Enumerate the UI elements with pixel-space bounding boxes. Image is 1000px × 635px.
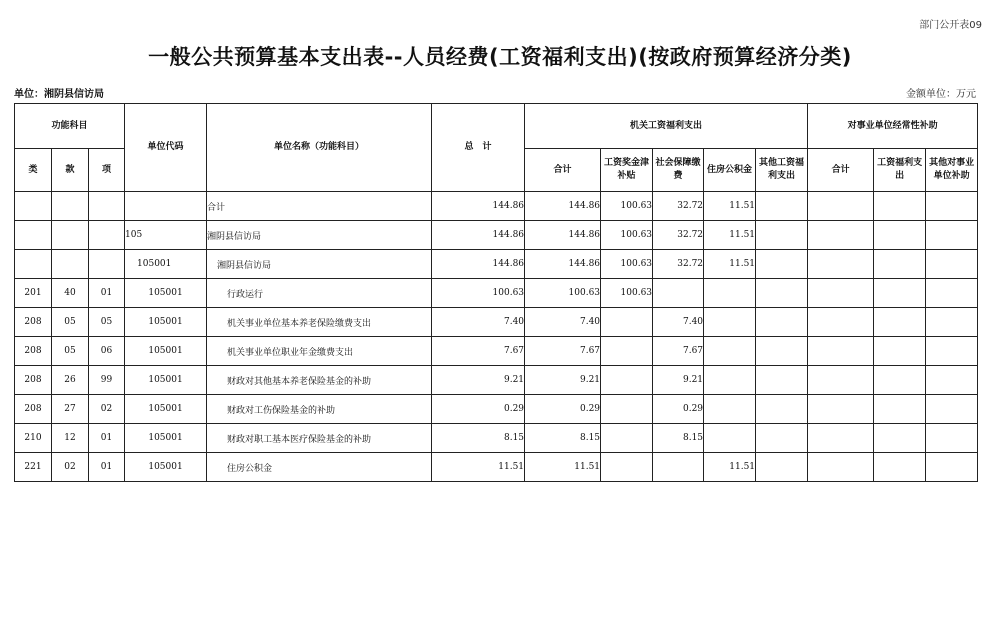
table-row: [15, 424, 978, 453]
header-lei: 类: [15, 149, 52, 192]
cell-org-other: [756, 337, 808, 366]
cell-xiang: [89, 192, 125, 221]
cell-inst-sum: [808, 366, 874, 395]
cell-inst-other: [926, 279, 978, 308]
cell-org-housing: [704, 424, 756, 453]
table-row: [15, 250, 978, 279]
cell-total: 7.40: [432, 308, 525, 337]
cell-total: 7.67: [432, 337, 525, 366]
cell-inst-salary: [874, 366, 926, 395]
cell-inst-other: [926, 424, 978, 453]
cell-inst-sum: [808, 279, 874, 308]
header-kuan: 款: [52, 149, 89, 192]
cell-lei: 210: [15, 424, 52, 453]
header-inst-group: 对事业单位经常性补助: [808, 104, 978, 149]
cell-org-housing: [704, 308, 756, 337]
cell-name: 财政对职工基本医疗保险基金的补助: [207, 424, 432, 453]
cell-total: 144.86: [432, 250, 525, 279]
cell-inst-salary: [874, 453, 926, 482]
cell-xiang: 02: [89, 395, 125, 424]
cell-org-social: 8.15: [653, 424, 704, 453]
header-inst-sum: 合计: [808, 149, 874, 192]
cell-total: 144.86: [432, 192, 525, 221]
cell-inst-salary: [874, 221, 926, 250]
header-xiang: 项: [89, 149, 125, 192]
cell-code: 105001: [125, 308, 207, 337]
cell-org-social: [653, 453, 704, 482]
table-row: [15, 279, 978, 308]
cell-org-sum: 11.51: [525, 453, 601, 482]
cell-inst-salary: [874, 395, 926, 424]
cell-lei: 221: [15, 453, 52, 482]
header-org-sum: 合计: [525, 149, 601, 192]
table-row: [15, 308, 978, 337]
budget-table: [14, 103, 978, 482]
cell-org-sum: 144.86: [525, 250, 601, 279]
cell-org-social: 32.72: [653, 250, 704, 279]
table-row: [15, 192, 978, 221]
cell-lei: 201: [15, 279, 52, 308]
cell-inst-salary: [874, 250, 926, 279]
cell-name: 机关事业单位职业年金缴费支出: [207, 337, 432, 366]
cell-org-social: 32.72: [653, 192, 704, 221]
cell-code: 105001: [125, 279, 207, 308]
cell-org-other: [756, 250, 808, 279]
cell-org-housing: 11.51: [704, 453, 756, 482]
amount-unit-label: 金额单位：万元: [906, 89, 976, 100]
cell-kuan: 40: [52, 279, 89, 308]
cell-org-other: [756, 453, 808, 482]
cell-org-housing: [704, 279, 756, 308]
cell-xiang: [89, 250, 125, 279]
header-func-subject: 功能科目: [15, 104, 125, 149]
cell-xiang: 05: [89, 308, 125, 337]
cell-org-social: 32.72: [653, 221, 704, 250]
cell-kuan: 05: [52, 308, 89, 337]
header-org-other: 其他工资福利支出: [756, 149, 808, 192]
cell-org-salary: 100.63: [601, 250, 653, 279]
cell-inst-sum: [808, 192, 874, 221]
header-org-social: 社会保障缴费: [653, 149, 704, 192]
cell-inst-other: [926, 308, 978, 337]
cell-org-sum: 144.86: [525, 192, 601, 221]
cell-org-sum: 9.21: [525, 366, 601, 395]
cell-inst-other: [926, 395, 978, 424]
cell-org-salary: [601, 308, 653, 337]
header-org-group: 机关工资福利支出: [525, 104, 808, 149]
cell-inst-other: [926, 221, 978, 250]
cell-xiang: 01: [89, 279, 125, 308]
header-org-salary: 工资奖金津补贴: [601, 149, 653, 192]
cell-kuan: 27: [52, 395, 89, 424]
cell-org-sum: 100.63: [525, 279, 601, 308]
cell-org-salary: [601, 337, 653, 366]
cell-org-other: [756, 424, 808, 453]
cell-org-social: 7.40: [653, 308, 704, 337]
cell-kuan: 26: [52, 366, 89, 395]
cell-lei: 208: [15, 308, 52, 337]
table-row: [15, 453, 978, 482]
cell-total: 144.86: [432, 221, 525, 250]
cell-lei: 208: [15, 337, 52, 366]
cell-code: 105001: [125, 250, 207, 279]
cell-kuan: [52, 192, 89, 221]
cell-name: 机关事业单位基本养老保险缴费支出: [207, 308, 432, 337]
table-row: [15, 395, 978, 424]
cell-org-social: 9.21: [653, 366, 704, 395]
cell-code: 105001: [125, 366, 207, 395]
cell-kuan: 05: [52, 337, 89, 366]
cell-inst-salary: [874, 192, 926, 221]
cell-inst-other: [926, 337, 978, 366]
cell-org-other: [756, 279, 808, 308]
cell-inst-other: [926, 366, 978, 395]
cell-lei: [15, 221, 52, 250]
cell-org-salary: [601, 395, 653, 424]
cell-inst-salary: [874, 424, 926, 453]
table-row: [15, 366, 978, 395]
cell-inst-salary: [874, 337, 926, 366]
header-unit-code: 单位代码: [125, 104, 207, 192]
cell-org-housing: 11.51: [704, 250, 756, 279]
cell-org-salary: 100.63: [601, 192, 653, 221]
cell-org-social: 7.67: [653, 337, 704, 366]
cell-kuan: [52, 221, 89, 250]
cell-org-sum: 8.15: [525, 424, 601, 453]
table-body: [15, 192, 978, 482]
cell-lei: 208: [15, 366, 52, 395]
cell-xiang: [89, 221, 125, 250]
cell-name: 行政运行: [207, 279, 432, 308]
cell-org-housing: 11.51: [704, 221, 756, 250]
cell-inst-sum: [808, 250, 874, 279]
cell-inst-sum: [808, 395, 874, 424]
cell-total: 9.21: [432, 366, 525, 395]
cell-code: 105: [125, 221, 207, 250]
cell-total: 11.51: [432, 453, 525, 482]
cell-org-other: [756, 192, 808, 221]
cell-code: 105001: [125, 424, 207, 453]
cell-inst-sum: [808, 424, 874, 453]
cell-name: 财政对其他基本养老保险基金的补助: [207, 366, 432, 395]
cell-org-sum: 144.86: [525, 221, 601, 250]
cell-total: 0.29: [432, 395, 525, 424]
cell-lei: [15, 250, 52, 279]
cell-org-other: [756, 221, 808, 250]
cell-inst-sum: [808, 337, 874, 366]
cell-org-social: [653, 279, 704, 308]
cell-inst-other: [926, 453, 978, 482]
unit-label: 单位：湘阴县信访局: [14, 89, 104, 100]
cell-name: 财政对工伤保险基金的补助: [207, 395, 432, 424]
cell-name: 合计: [207, 192, 432, 221]
cell-total: 8.15: [432, 424, 525, 453]
cell-org-salary: 100.63: [601, 279, 653, 308]
cell-org-other: [756, 308, 808, 337]
cell-kuan: [52, 250, 89, 279]
cell-org-housing: [704, 366, 756, 395]
cell-lei: [15, 192, 52, 221]
cell-org-salary: [601, 366, 653, 395]
cell-org-social: 0.29: [653, 395, 704, 424]
cell-inst-salary: [874, 308, 926, 337]
cell-xiang: 99: [89, 366, 125, 395]
cell-org-housing: [704, 395, 756, 424]
cell-inst-other: [926, 250, 978, 279]
header-inst-other: 其他对事业单位补助: [926, 149, 978, 192]
cell-org-salary: 100.63: [601, 221, 653, 250]
cell-org-salary: [601, 424, 653, 453]
header-inst-salary: 工资福利支出: [874, 149, 926, 192]
cell-code: 105001: [125, 395, 207, 424]
cell-name: 湘阴县信访局: [207, 250, 432, 279]
cell-code: 105001: [125, 453, 207, 482]
cell-org-housing: 11.51: [704, 192, 756, 221]
cell-org-housing: [704, 337, 756, 366]
header-total: 总 计: [432, 104, 525, 192]
cell-xiang: 01: [89, 424, 125, 453]
cell-org-sum: 7.67: [525, 337, 601, 366]
cell-name: 湘阴县信访局: [207, 221, 432, 250]
cell-inst-sum: [808, 221, 874, 250]
cell-code: 105001: [125, 337, 207, 366]
header-org-housing: 住房公积金: [704, 149, 756, 192]
header-unit-name: 单位名称（功能科目）: [207, 104, 432, 192]
cell-inst-salary: [874, 279, 926, 308]
cell-kuan: 02: [52, 453, 89, 482]
cell-total: 100.63: [432, 279, 525, 308]
cell-inst-other: [926, 192, 978, 221]
cell-lei: 208: [15, 395, 52, 424]
cell-inst-sum: [808, 308, 874, 337]
cell-xiang: 01: [89, 453, 125, 482]
cell-org-sum: 0.29: [525, 395, 601, 424]
cell-org-other: [756, 366, 808, 395]
cell-code: [125, 192, 207, 221]
table-row: [15, 337, 978, 366]
cell-name: 住房公积金: [207, 453, 432, 482]
cell-inst-sum: [808, 453, 874, 482]
cell-org-sum: 7.40: [525, 308, 601, 337]
cell-xiang: 06: [89, 337, 125, 366]
cell-org-salary: [601, 453, 653, 482]
header-row-1: [15, 104, 978, 149]
page-title: 一般公共预算基本支出表--人员经费(工资福利支出)(按政府预算经济分类): [148, 45, 852, 69]
cell-org-other: [756, 395, 808, 424]
table-row: [15, 221, 978, 250]
form-number: 部门公开表09: [919, 20, 982, 31]
cell-kuan: 12: [52, 424, 89, 453]
